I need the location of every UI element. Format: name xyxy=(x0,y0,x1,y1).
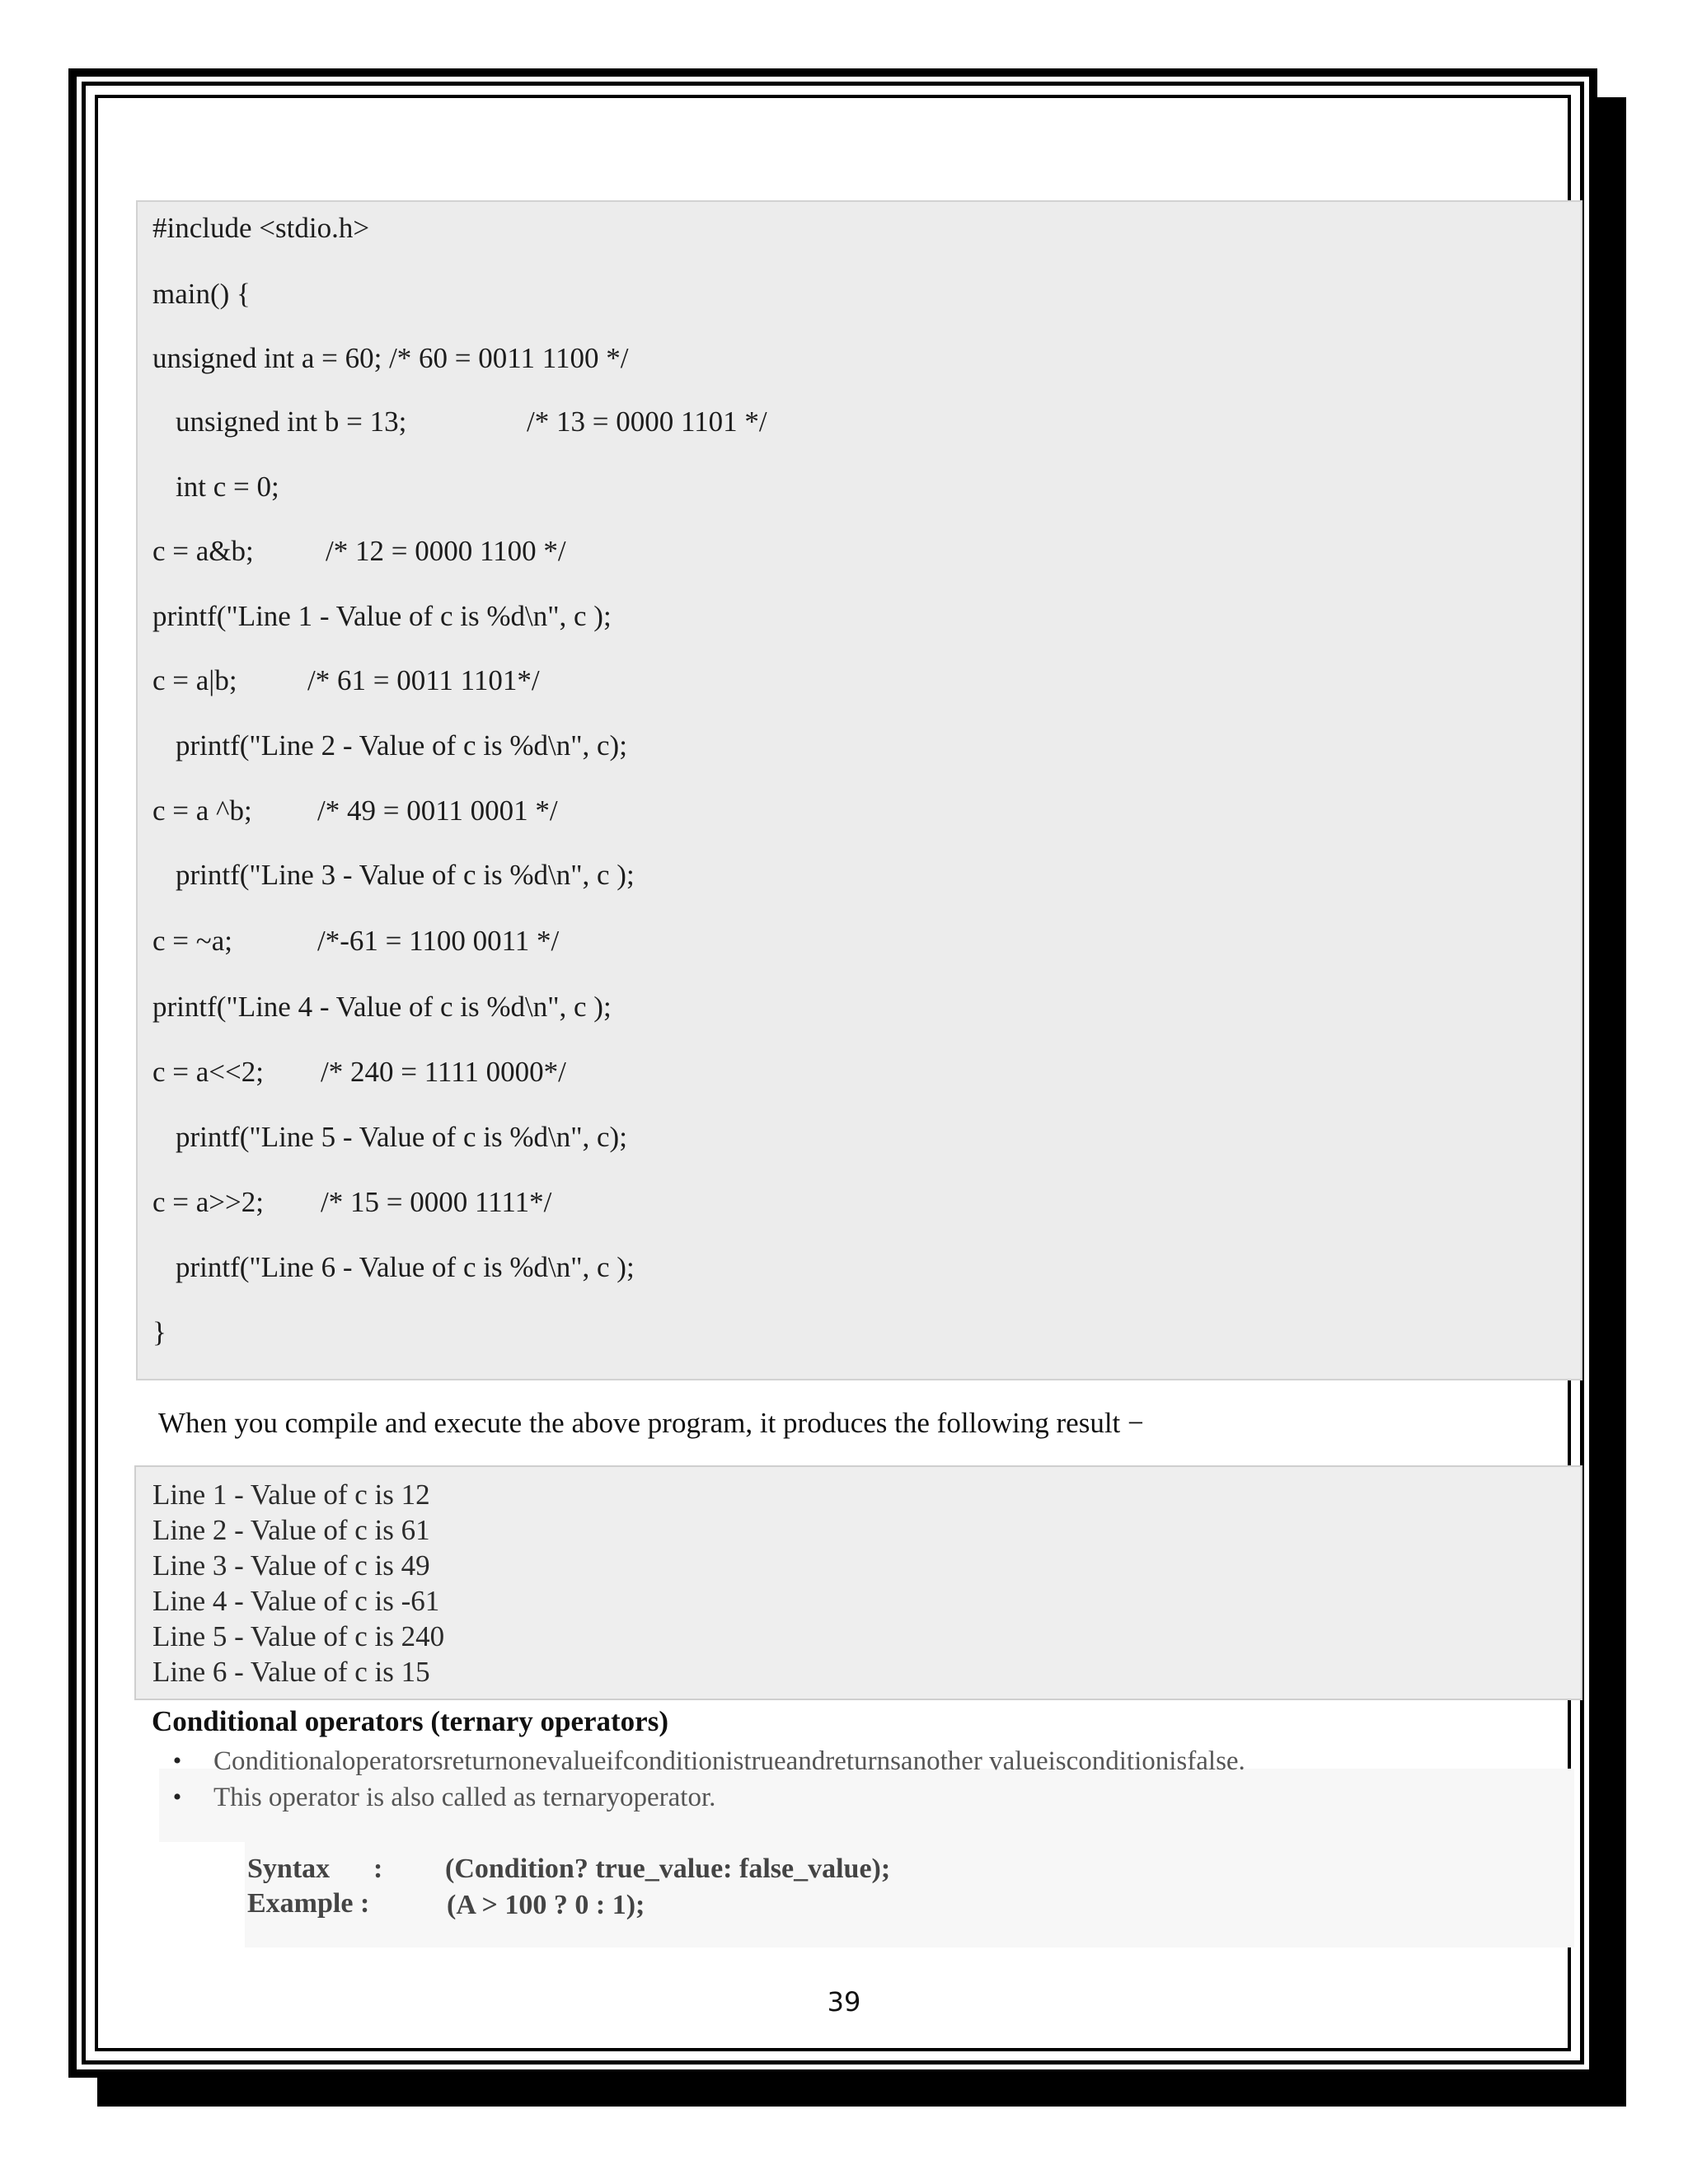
code-comment: /* 49 = 0011 0001 */ xyxy=(317,794,558,827)
code-line: main() { xyxy=(152,278,251,310)
code-line: } xyxy=(152,1316,166,1348)
example-label: Example : xyxy=(247,1888,370,1919)
syntax-value: (Condition? true_value: false_value); xyxy=(445,1854,891,1884)
bullet-text: This operator is also called as ternaryoperator. xyxy=(213,1783,716,1812)
code-line: c = a<<2; xyxy=(152,1056,265,1088)
code-line: printf("Line 1 - Value of c is %d\n", c ); xyxy=(152,600,612,632)
code-comment: /* 240 = 1111 0000*/ xyxy=(321,1056,566,1088)
code-line: printf("Line 3 - Value of c is %d\n", c ); xyxy=(176,859,635,891)
bullet-icon: • xyxy=(172,1747,182,1774)
code-line: printf("Line 5 - Value of c is %d\n", c); xyxy=(176,1121,627,1153)
code-line: unsigned int b = 13; xyxy=(176,405,407,438)
bullet-icon: • xyxy=(172,1783,182,1811)
code-comment: /* 12 = 0000 1100 */ xyxy=(326,535,566,567)
example-value: (A > 100 ? 0 : 1); xyxy=(447,1890,645,1920)
section-heading: Conditional operators (ternary operators) xyxy=(152,1705,668,1737)
page-number: 39 xyxy=(827,1986,861,2018)
bullet-text: Conditionaloperatorsreturnonevalueifconditionistrueandreturnsanother valueisconditionisfalse. xyxy=(213,1746,1245,1776)
code-comment: /*-61 = 1100 0011 */ xyxy=(317,925,560,957)
code-line: printf("Line 6 - Value of c is %d\n", c ); xyxy=(176,1251,635,1283)
output-line: Line 3 - Value of c is 49 xyxy=(152,1549,430,1582)
output-block xyxy=(134,1465,1582,1700)
code-line: #include <stdio.h> xyxy=(152,212,370,244)
code-comment: /* 13 = 0000 1101 */ xyxy=(527,405,767,438)
code-comment: /* 61 = 0011 1101*/ xyxy=(307,664,540,696)
result-intro-text: When you compile and execute the above program, it produces the following result − xyxy=(158,1407,1144,1439)
syntax-colon: : xyxy=(373,1854,383,1884)
code-line: printf("Line 4 - Value of c is %d\n", c ); xyxy=(152,991,612,1023)
output-line: Line 4 - Value of c is -61 xyxy=(152,1585,440,1617)
output-line: Line 5 - Value of c is 240 xyxy=(152,1620,445,1652)
syntax-panel xyxy=(245,1842,1574,1947)
output-line: Line 6 - Value of c is 15 xyxy=(152,1656,430,1688)
code-line: printf("Line 2 - Value of c is %d\n", c); xyxy=(176,729,627,762)
syntax-label: Syntax xyxy=(247,1854,331,1884)
code-line: int c = 0; xyxy=(176,471,279,503)
code-comment: /* 15 = 0000 1111*/ xyxy=(321,1186,552,1218)
code-block xyxy=(136,200,1582,1380)
code-line: unsigned int a = 60; /* 60 = 0011 1100 */ xyxy=(152,342,629,374)
code-line: c = a&b; xyxy=(152,535,254,567)
code-line: c = a ^b; xyxy=(152,794,252,827)
output-line: Line 2 - Value of c is 61 xyxy=(152,1514,430,1546)
code-line: c = a|b; xyxy=(152,664,237,696)
code-line: c = a>>2; xyxy=(152,1186,265,1218)
output-line: Line 1 - Value of c is 12 xyxy=(152,1479,430,1511)
code-line: c = ~a; xyxy=(152,925,232,957)
